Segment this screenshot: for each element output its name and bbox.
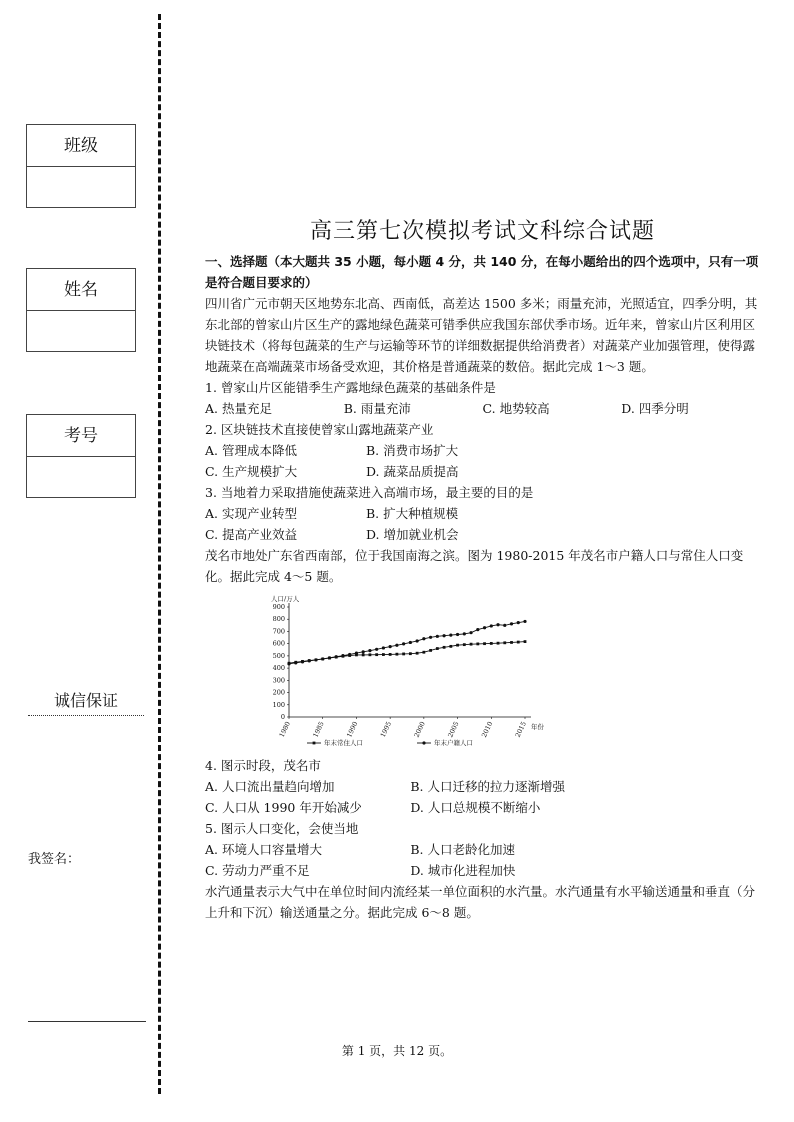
question-4-options-row2 xyxy=(205,797,760,818)
data-point xyxy=(395,653,398,656)
y-tick-label: 600 xyxy=(272,639,285,648)
data-point xyxy=(335,655,338,658)
data-point xyxy=(442,634,445,637)
x-tick-label: 1990 xyxy=(345,720,360,739)
question-5-options-row2 xyxy=(205,860,760,881)
question-3-options-row2 xyxy=(205,524,760,545)
x-tick-label: 1980 xyxy=(277,720,292,739)
data-point xyxy=(402,642,405,645)
q4-option-a: A. 人口流出量趋向增加 xyxy=(205,779,335,794)
name-field[interactable] xyxy=(27,311,135,353)
binding-cut-line xyxy=(158,14,161,1094)
q1-option-d: D. 四季分明 xyxy=(621,401,689,416)
data-point xyxy=(476,643,479,646)
data-point xyxy=(416,639,419,642)
question-1-stem: 1. 曾家山片区能错季生产露地绿色蔬菜的基础条件是 xyxy=(205,380,496,395)
data-point xyxy=(476,628,479,631)
q1-option-a: A. 热量充足 xyxy=(205,401,272,416)
q4-option-c: C. 人口从 1990 年开始减少 xyxy=(205,800,362,815)
name-label: 姓名 xyxy=(27,269,135,311)
data-point xyxy=(348,653,351,656)
q5-option-a: A. 环境人口容量增大 xyxy=(205,842,322,857)
q3-option-b: B. 扩大种植规模 xyxy=(365,506,459,521)
data-point xyxy=(490,642,493,645)
data-point xyxy=(436,635,439,638)
data-point xyxy=(389,645,392,648)
exam-no-label: 考号 xyxy=(27,415,135,457)
q5-option-c: C. 劳动力严重不足 xyxy=(205,863,310,878)
legend-marker xyxy=(313,742,316,745)
data-point xyxy=(517,621,520,624)
data-point xyxy=(321,657,324,660)
data-point xyxy=(443,646,446,649)
data-point xyxy=(503,641,506,644)
data-point xyxy=(490,624,493,627)
data-point xyxy=(308,659,311,662)
data-point xyxy=(429,636,432,639)
signature-label: 我签名： xyxy=(28,852,81,867)
y-tick-label: 700 xyxy=(272,627,285,636)
data-point xyxy=(422,651,425,654)
question-1-options xyxy=(205,398,760,419)
data-point xyxy=(483,642,486,645)
data-point xyxy=(483,626,486,629)
data-point xyxy=(497,642,500,645)
question-2-options-row1 xyxy=(205,440,760,461)
legend-label: 年末常住人口 xyxy=(324,739,363,747)
question-2-stem: 2. 区块链技术直接使曾家山露地蔬菜产业 xyxy=(205,422,434,437)
data-point xyxy=(517,641,520,644)
data-point xyxy=(510,641,513,644)
data-point xyxy=(449,634,452,637)
data-point xyxy=(463,643,466,646)
data-point xyxy=(409,652,412,655)
exam-title: 高三第七次模拟考试文科综合试题 xyxy=(309,219,655,244)
data-point xyxy=(503,624,506,627)
q4-option-d: D. 人口总规模不断缩小 xyxy=(410,800,541,815)
q5-option-b: B. 人口老龄化加速 xyxy=(410,842,515,857)
y-tick-label: 300 xyxy=(272,676,285,685)
name-box xyxy=(26,268,136,352)
passage-1: 四川省广元市朝天区地势东北高、西南低，高差达 1500 多米；雨量充沛，光照适宜，四季分明，其东北部的曾家山片区生产的露地绿色蔬菜可错季供应我国东部伏季市场。近年来，曾家山片区利用区块链技术（将每包蔬菜的生产与运输等环节的详细数据提供给消费者）对蔬菜产业加强管理，使得露地蔬菜在高端蔬菜市场备受欢迎，其价格是普通蔬菜的数倍。据此完成 1～3 题。 xyxy=(205,296,758,374)
exam-no-box xyxy=(26,414,136,498)
data-point xyxy=(287,662,290,665)
data-point xyxy=(456,644,459,647)
series-line-2 xyxy=(289,621,525,663)
x-tick-label: 2015 xyxy=(513,720,528,739)
data-point xyxy=(301,660,304,663)
data-point xyxy=(416,652,419,655)
y-tick-label: 800 xyxy=(272,615,285,624)
q2-option-c: C. 生产规模扩大 xyxy=(205,464,298,479)
data-point xyxy=(382,646,385,649)
q3-option-a: A. 实现产业转型 xyxy=(205,506,297,521)
y-axis-label: 人口/万人 xyxy=(271,595,300,603)
data-point xyxy=(496,623,499,626)
passage-2: 茂名市地处广东省西南部，位于我国南海之滨。图为 1980-2015 年茂名市户籍人口与常住人口变化。据此完成 4～5 题。 xyxy=(205,548,744,584)
signature-line[interactable] xyxy=(28,1021,146,1022)
question-3-options-row1 xyxy=(205,503,760,524)
data-point xyxy=(469,631,472,634)
q4-option-b: B. 人口迁移的拉力逐渐增强 xyxy=(410,779,565,794)
data-point xyxy=(422,637,425,640)
data-point xyxy=(375,648,378,651)
data-point xyxy=(382,653,385,656)
y-tick-label: 200 xyxy=(272,688,285,697)
data-point xyxy=(362,650,365,653)
legend-label: 年末户籍人口 xyxy=(434,739,473,747)
section-heading: 一、选择题（本大题共 35 小题，每小题 4 分，共 140 分，在每小题给出的四个选项中，只有一项是符合题目要求的） xyxy=(205,254,759,290)
class-box xyxy=(26,124,136,208)
question-4-stem: 4. 图示时段，茂名市 xyxy=(205,758,321,773)
q3-option-c: C. 提高产业效益 xyxy=(205,527,298,542)
data-point xyxy=(402,653,405,656)
y-tick-label: 0 xyxy=(280,713,285,721)
question-5-options-row1 xyxy=(205,839,760,860)
data-point xyxy=(436,647,439,650)
y-tick-label: 900 xyxy=(272,603,285,611)
data-point xyxy=(369,653,372,656)
q2-option-b: B. 消费市场扩大 xyxy=(365,443,459,458)
x-tick-label: 1985 xyxy=(311,720,326,739)
series-line-1 xyxy=(289,642,525,664)
x-tick-label: 2005 xyxy=(446,720,461,739)
data-point xyxy=(314,658,317,661)
data-point xyxy=(524,640,527,643)
data-point xyxy=(523,620,526,623)
x-tick-label: 1995 xyxy=(378,720,394,739)
data-point xyxy=(409,641,412,644)
q1-option-c: C. 地势较高 xyxy=(482,401,550,416)
x-tick-label: 2010 xyxy=(480,720,495,739)
data-point xyxy=(362,654,365,657)
data-point xyxy=(510,622,513,625)
data-point xyxy=(341,654,344,657)
x-tick-label: 2000 xyxy=(412,720,427,739)
question-4-options-row1 xyxy=(205,776,760,797)
q2-option-d: D. 蔬菜品质提高 xyxy=(365,464,459,479)
q1-option-b: B. 雨量充沛 xyxy=(343,401,411,416)
data-point xyxy=(449,645,452,648)
question-3-stem: 3. 当地着力采取措施使蔬菜进入高端市场，最主要的目的是 xyxy=(205,485,534,500)
data-point xyxy=(429,649,432,652)
legend-marker xyxy=(422,741,425,744)
data-point xyxy=(294,661,297,664)
data-point xyxy=(368,649,371,652)
class-label: 班级 xyxy=(27,125,135,167)
q2-option-a: A. 管理成本降低 xyxy=(205,443,297,458)
data-point xyxy=(395,644,398,647)
population-chart xyxy=(263,593,553,751)
data-point xyxy=(355,651,358,654)
data-point xyxy=(328,656,331,659)
q5-option-d: D. 城市化进程加快 xyxy=(410,863,516,878)
exam-no-field[interactable] xyxy=(27,457,135,499)
honesty-divider xyxy=(28,715,144,716)
honesty-pledge: 诚信保证 xyxy=(53,691,118,710)
q3-option-d: D. 增加就业机会 xyxy=(365,527,459,542)
y-tick-label: 100 xyxy=(272,700,285,709)
class-field[interactable] xyxy=(27,167,135,209)
x-axis-label: 年份 xyxy=(531,723,544,731)
exam-content xyxy=(205,214,760,923)
data-point xyxy=(470,643,473,646)
data-point xyxy=(463,632,466,635)
data-point xyxy=(375,653,378,656)
y-tick-label: 400 xyxy=(272,664,285,673)
question-2-options-row2 xyxy=(205,461,760,482)
data-point xyxy=(389,653,392,656)
passage-3: 水汽通量表示大气中在单位时间内流经某一单位面积的水汽量。水汽通量有水平输送通量和垂直（分上升和下沉）输送通量之分。据此完成 6～8 题。 xyxy=(205,884,756,920)
data-point xyxy=(456,633,459,636)
y-tick-label: 500 xyxy=(272,651,285,660)
page-footer: 第 1 页，共 12 页。 xyxy=(341,1044,453,1058)
question-5-stem: 5. 图示人口变化，会使当地 xyxy=(205,821,359,836)
